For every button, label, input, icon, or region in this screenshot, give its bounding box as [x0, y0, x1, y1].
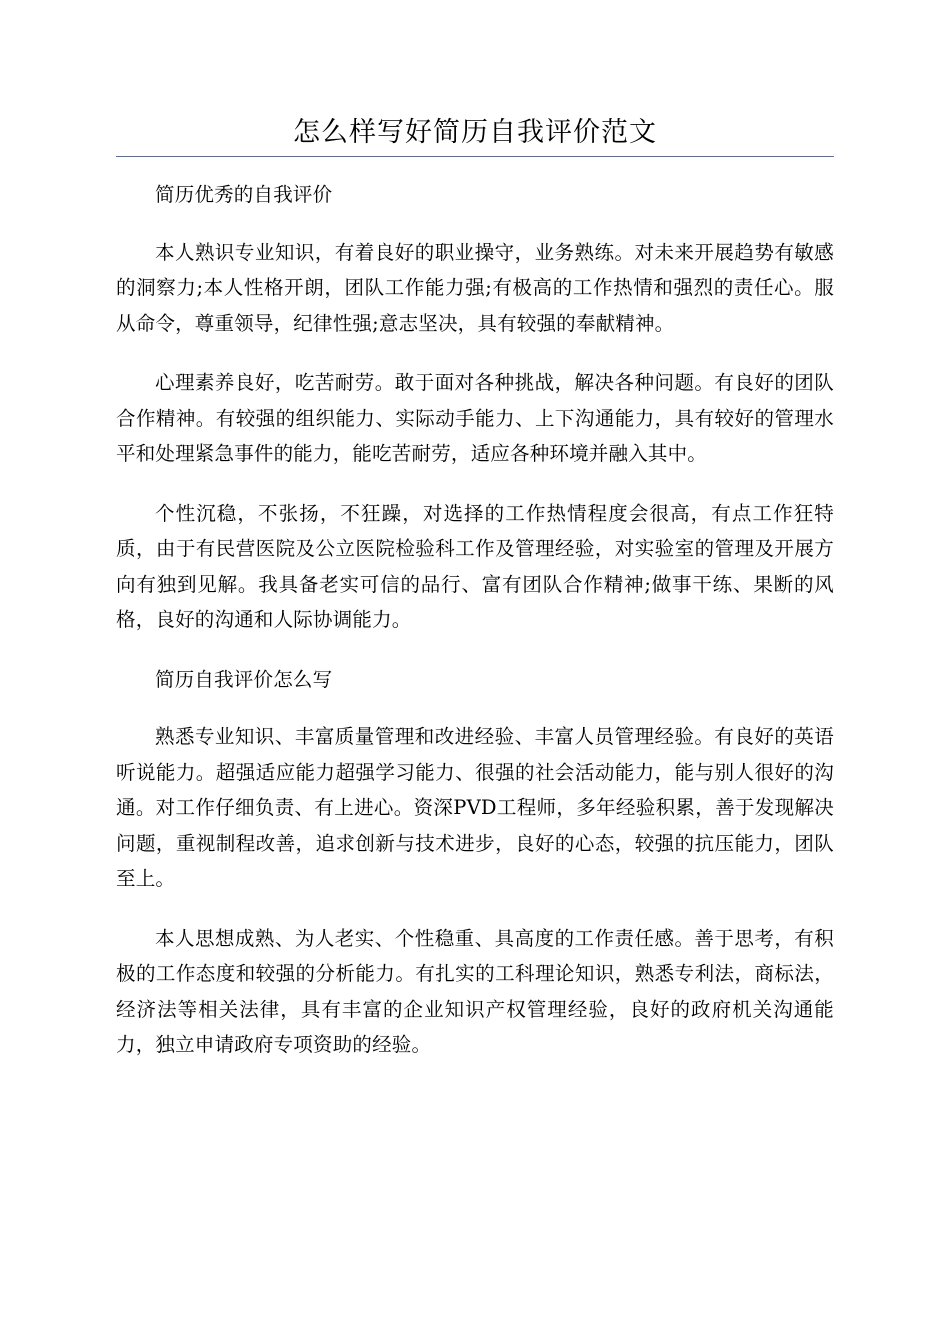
document-page — [116, 112, 834, 1087]
body-paragraph: 熟悉专业知识、丰富质量管理和改进经验、丰富人员管理经验。有良好的英语听说能力。超强适应能力超强学习能力、很强的社会活动能力，能与别人很好的沟通。对工作仔细负责、有上进心。资深PVD工程师，多年经验积累，善于发现解决问题，重视制程改善，追求创新与技术进步，良好的心态，较强的抗压能力，团队至上。 — [116, 725, 834, 890]
page-title: 怎么样写好简历自我评价范文 — [116, 112, 834, 157]
document-body — [116, 177, 834, 1063]
section-heading: 简历自我评价怎么写 — [155, 667, 333, 691]
body-paragraph: 本人熟识专业知识，有着良好的职业操守，业务熟练。对未来开展趋势有敏感的洞察力;本人性格开朗，团队工作能力强;有极高的工作热情和强烈的责任心。服从命令，尊重领导，纪律性强;意志坚决，具有较强的奉献精神。 — [116, 240, 834, 335]
section-heading: 简历优秀的自我评价 — [155, 183, 333, 206]
body-paragraph: 心理素养良好，吃苦耐劳。敢于面对各种挑战，解决各种问题。有良好的团队合作精神。有较强的组织能力、实际动手能力、上下沟通能力，具有较好的管理水平和处理紧急事件的能力，能吃苦耐劳，适应各种环境并融入其中。 — [116, 371, 834, 465]
body-paragraph: 本人思想成熟、为人老实、个性稳重、具高度的工作责任感。善于思考，有积极的工作态度和较强的分析能力。有扎实的工科理论知识，熟悉专利法，商标法，经济法等相关法律，具有丰富的企业知识产权管理经验，良好的政府机关沟通能力，独立申请政府专项资助的经验。 — [116, 926, 834, 1056]
body-paragraph: 个性沉稳，不张扬，不狂躁，对选择的工作热情程度会很高，有点工作狂特质，由于有民营医院及公立医院检验科工作及管理经验，对实验室的管理及开展方向有独到见解。我具备老实可信的品行、富有团队合作精神;做事干练、果断的风格，良好的沟通和人际协调能力。 — [116, 501, 834, 631]
